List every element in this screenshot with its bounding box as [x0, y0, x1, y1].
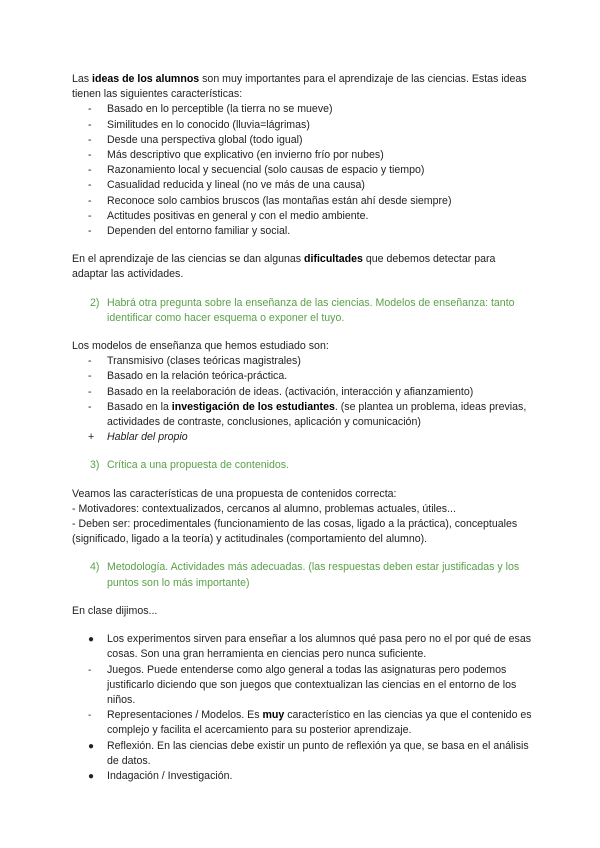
intro-paragraph: Las ideas de los alumnos son muy importantes para el aprendizaje de las ciencias. Estas ideas tienen las siguientes características:	[72, 73, 527, 101]
list-item: - Más descriptivo que explicativo (en invierno frío por nubes)	[88, 149, 384, 162]
methods-list	[72, 632, 532, 784]
contents-line-1: Veamos las características de una propuesta de contenidos correcta:	[72, 487, 397, 500]
models-list	[72, 354, 532, 445]
question-2: 2) Habrá otra pregunta sobre la enseñanza de las ciencias. Modelos de enseñanza: tanto identificar como hacer esquema o exponer el tuyo.	[90, 296, 515, 324]
list-item: - Casualidad reducida y lineal (no ve más de una causa)	[88, 179, 365, 192]
characteristics-list	[72, 102, 532, 239]
list-item: - Transmisivo (clases teóricas magistrales)	[88, 355, 301, 368]
list-item: ● Reflexión. En las ciencias debe existir un punto de reflexión ya que, se basa en el análisis de datos.	[88, 739, 529, 767]
list-item: - Reconoce solo cambios bruscos (las montañas están ahí desde siempre)	[88, 194, 452, 207]
list-item: - Razonamiento local y secuencial (solo causas de espacio y tiempo)	[88, 164, 425, 177]
list-item: - Representaciones / Modelos. Es muy característico en las ciencias ya que el contenido es complejo y facilita el acercamiento para su posterior aprendizaje.	[88, 709, 532, 737]
list-item: - Similitudes en lo conocido (lluvia=lágrimas)	[88, 118, 310, 131]
list-item: - Dependen del entorno familiar y social.	[88, 225, 291, 238]
list-item: - Juegos. Puede entenderse como algo general a todas las asignaturas pero podemos justificarlo diciendo que son juegos que contextualizan las ciencias en el entorno de los niños.	[88, 663, 517, 706]
list-item: - Basado en la investigación de los estudiantes. (se plantea un problema, ideas previas, actividades de contraste, conclusiones, aplicación y comunicación)	[88, 400, 527, 429]
contents-line-3: - Deben ser: procedimentales (funcionamiento de las cosas, ligado a la práctica), conceptuales (significado, ligado a la teoría) y actitudinales (comportamiento del alumno).	[72, 518, 518, 546]
list-item: - Desde una perspectiva global (todo igual)	[88, 133, 303, 146]
class-note: En clase dijimos...	[72, 604, 158, 617]
intro-bold: ideas de los alumnos	[92, 73, 200, 85]
document-page	[72, 72, 532, 784]
question-4: 4) Metodología. Actividades más adecuadas. (las respuestas deben estar justificadas y los puntos son lo más importante)	[90, 561, 520, 589]
list-item: ● Indagación / Investigación.	[88, 769, 233, 782]
list-item: - Basado en la reelaboración de ideas. (activación, interacción y afianzamiento)	[88, 385, 474, 398]
list-item: - Basado en la relación teórica-práctica.	[88, 370, 288, 383]
question-3: 3) Crítica a una propuesta de contenidos.	[90, 459, 289, 472]
list-item: ● Los experimentos sirven para enseñar a los alumnos qué pasa pero no el por qué de esas cosas. Son una gran herramienta en ciencias pero nunca suficiente.	[88, 633, 532, 661]
models-intro: Los modelos de enseñanza que hemos estudiado son:	[72, 340, 329, 353]
list-item: - Actitudes positivas en general y con el medio ambiente.	[88, 209, 369, 222]
difficulties-bold: dificultades	[304, 253, 363, 266]
list-item: - Basado en lo perceptible (la tierra no se mueve)	[88, 103, 333, 116]
difficulties-paragraph: En el aprendizaje de las ciencias se dan algunas dificultades que debemos detectar para adaptar las actividades.	[72, 253, 496, 281]
contents-line-2: - Motivadores: contextualizados, cercanos al alumno, problemas actuales, útiles...	[72, 502, 456, 515]
list-item: + Hablar del propio	[88, 431, 188, 444]
